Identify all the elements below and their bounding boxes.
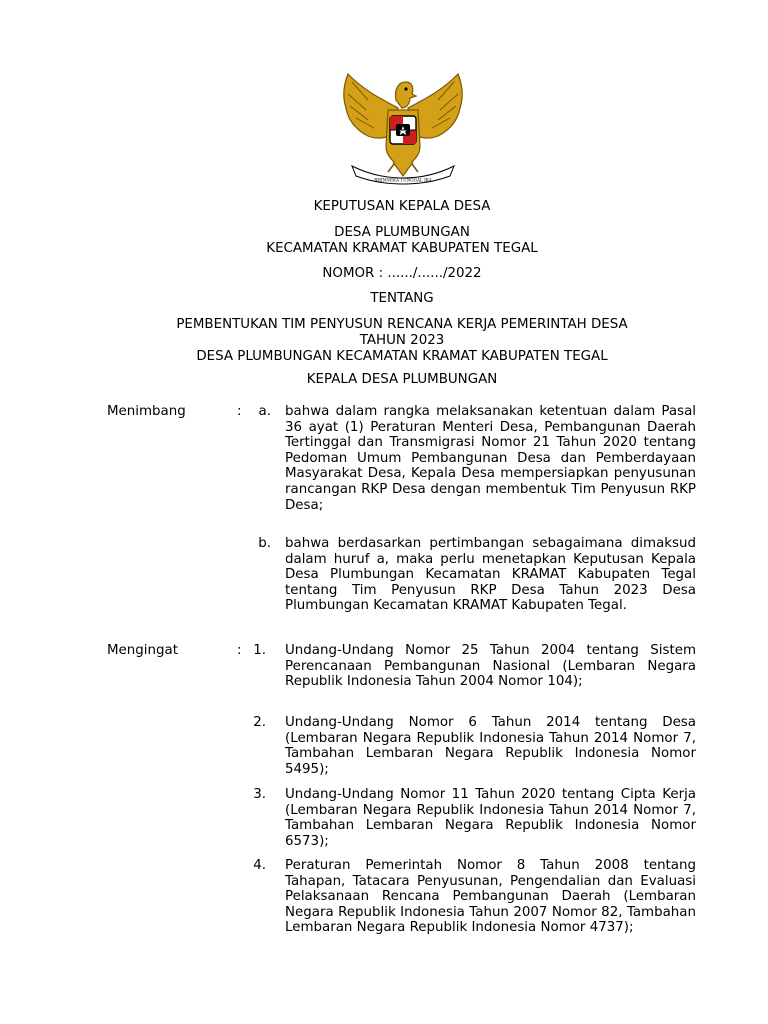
subject-line-3: DESA PLUMBUNGAN KECAMATAN KRAMAT KABUPATEN TEGAL: [196, 349, 608, 364]
mengingat-marker-4: 4.: [253, 858, 266, 873]
mengingat-marker-3: 3.: [253, 787, 266, 802]
subject-line-1: PEMBENTUKAN TIM PENYUSUN RENCANA KERJA PEMERINTAH DESA: [176, 317, 628, 332]
about-heading-text: TENTANG: [370, 291, 434, 306]
menimbang-item-a: bahwa dalam rangka melaksanakan ketentuan dalam Pasal 36 ayat (1) Peraturan Menteri Desa, Pembangunan Daerah Tertinggal dan Transmigrasi Nomor 21 Tahun 2020 tentang Pedoman Umum Pembangunan Desa dan Pemberdayaan Masyarakat Desa, Kepala Desa mempersiapkan penyusunan rancangan RKP Desa dengan membentuk Tim Penyusun RKP Desa;: [285, 404, 696, 513]
menimbang-colon: :: [237, 404, 242, 419]
village-district-block: [0, 225, 768, 257]
about-heading: [0, 291, 768, 307]
garuda-emblem-icon: [338, 70, 468, 186]
mengingat-colon: :: [237, 643, 242, 658]
official-title: [0, 372, 768, 388]
decree-number: [0, 266, 768, 282]
mengingat-marker-1: 1.: [253, 643, 266, 658]
village-name: DESA PLUMBUNGAN: [334, 225, 470, 240]
subject-line-2: TAHUN 2023: [359, 333, 445, 348]
mengingat-item-4: Peraturan Pemerintah Nomor 8 Tahun 2008 tentang Tahapan, Tatacara Penyusunan, Pengendalian dan Evaluasi Pelaksanaan Rencana Pembangunan Daerah (Lembaran Negara Republik Indonesia Tahun 2007 Nomor 82, Tambahan Lembaran Negara Republik Indonesia Nomor 4737);: [285, 858, 696, 936]
menimbang-item-b: bahwa berdasarkan pertimbangan sebagaimana dimaksud dalam huruf a, maka perlu menetapkan Keputusan Kepala Desa Plumbungan Kecamatan KRAMAT Kabupaten Tegal tentang Tim Penyusun RKP Desa Tahun 2023 Desa Plumbungan Kecamatan KRAMAT Kabupaten Tegal.: [285, 536, 696, 614]
mengingat-marker-2: 2.: [253, 715, 266, 730]
menimbang-marker-b: b.: [258, 536, 271, 551]
menimbang-marker-a: a.: [258, 404, 271, 419]
mengingat-item-2: Undang-Undang Nomor 6 Tahun 2014 tentang Desa (Lembaran Negara Republik Indonesia Tahun 2014 Nomor 7, Tambahan Lembaran Negara Republik Indonesia Nomor 5495);: [285, 715, 696, 777]
decree-subject: [0, 317, 768, 365]
district-name: KECAMATAN KRAMAT KABUPATEN TEGAL: [266, 241, 538, 256]
mengingat-item-1: Undang-Undang Nomor 25 Tahun 2004 tentang Sistem Perencanaan Pembangunan Nasional (Lembaran Negara Republik Indonesia Tahun 2004 Nomor 104);: [285, 643, 696, 690]
menimbang-label: Menimbang: [107, 404, 186, 419]
mengingat-item-3: Undang-Undang Nomor 11 Tahun 2020 tentang Cipta Kerja (Lembaran Negara Republik Indonesia Tahun 2014 Nomor 7, Tambahan Lembaran Negara Republik Indonesia Nomor 6573);: [285, 787, 696, 849]
decree-number-text: NOMOR : ....../....../2022: [322, 266, 482, 281]
official-title-text: KEPALA DESA PLUMBUNGAN: [306, 372, 498, 387]
decree-title: [0, 199, 768, 215]
mengingat-label: Mengingat: [107, 643, 178, 658]
decree-title-text: KEPUTUSAN KEPALA DESA: [313, 199, 491, 214]
emblem-motto: BHINNEKA TUNGGAL IKA: [374, 177, 432, 183]
